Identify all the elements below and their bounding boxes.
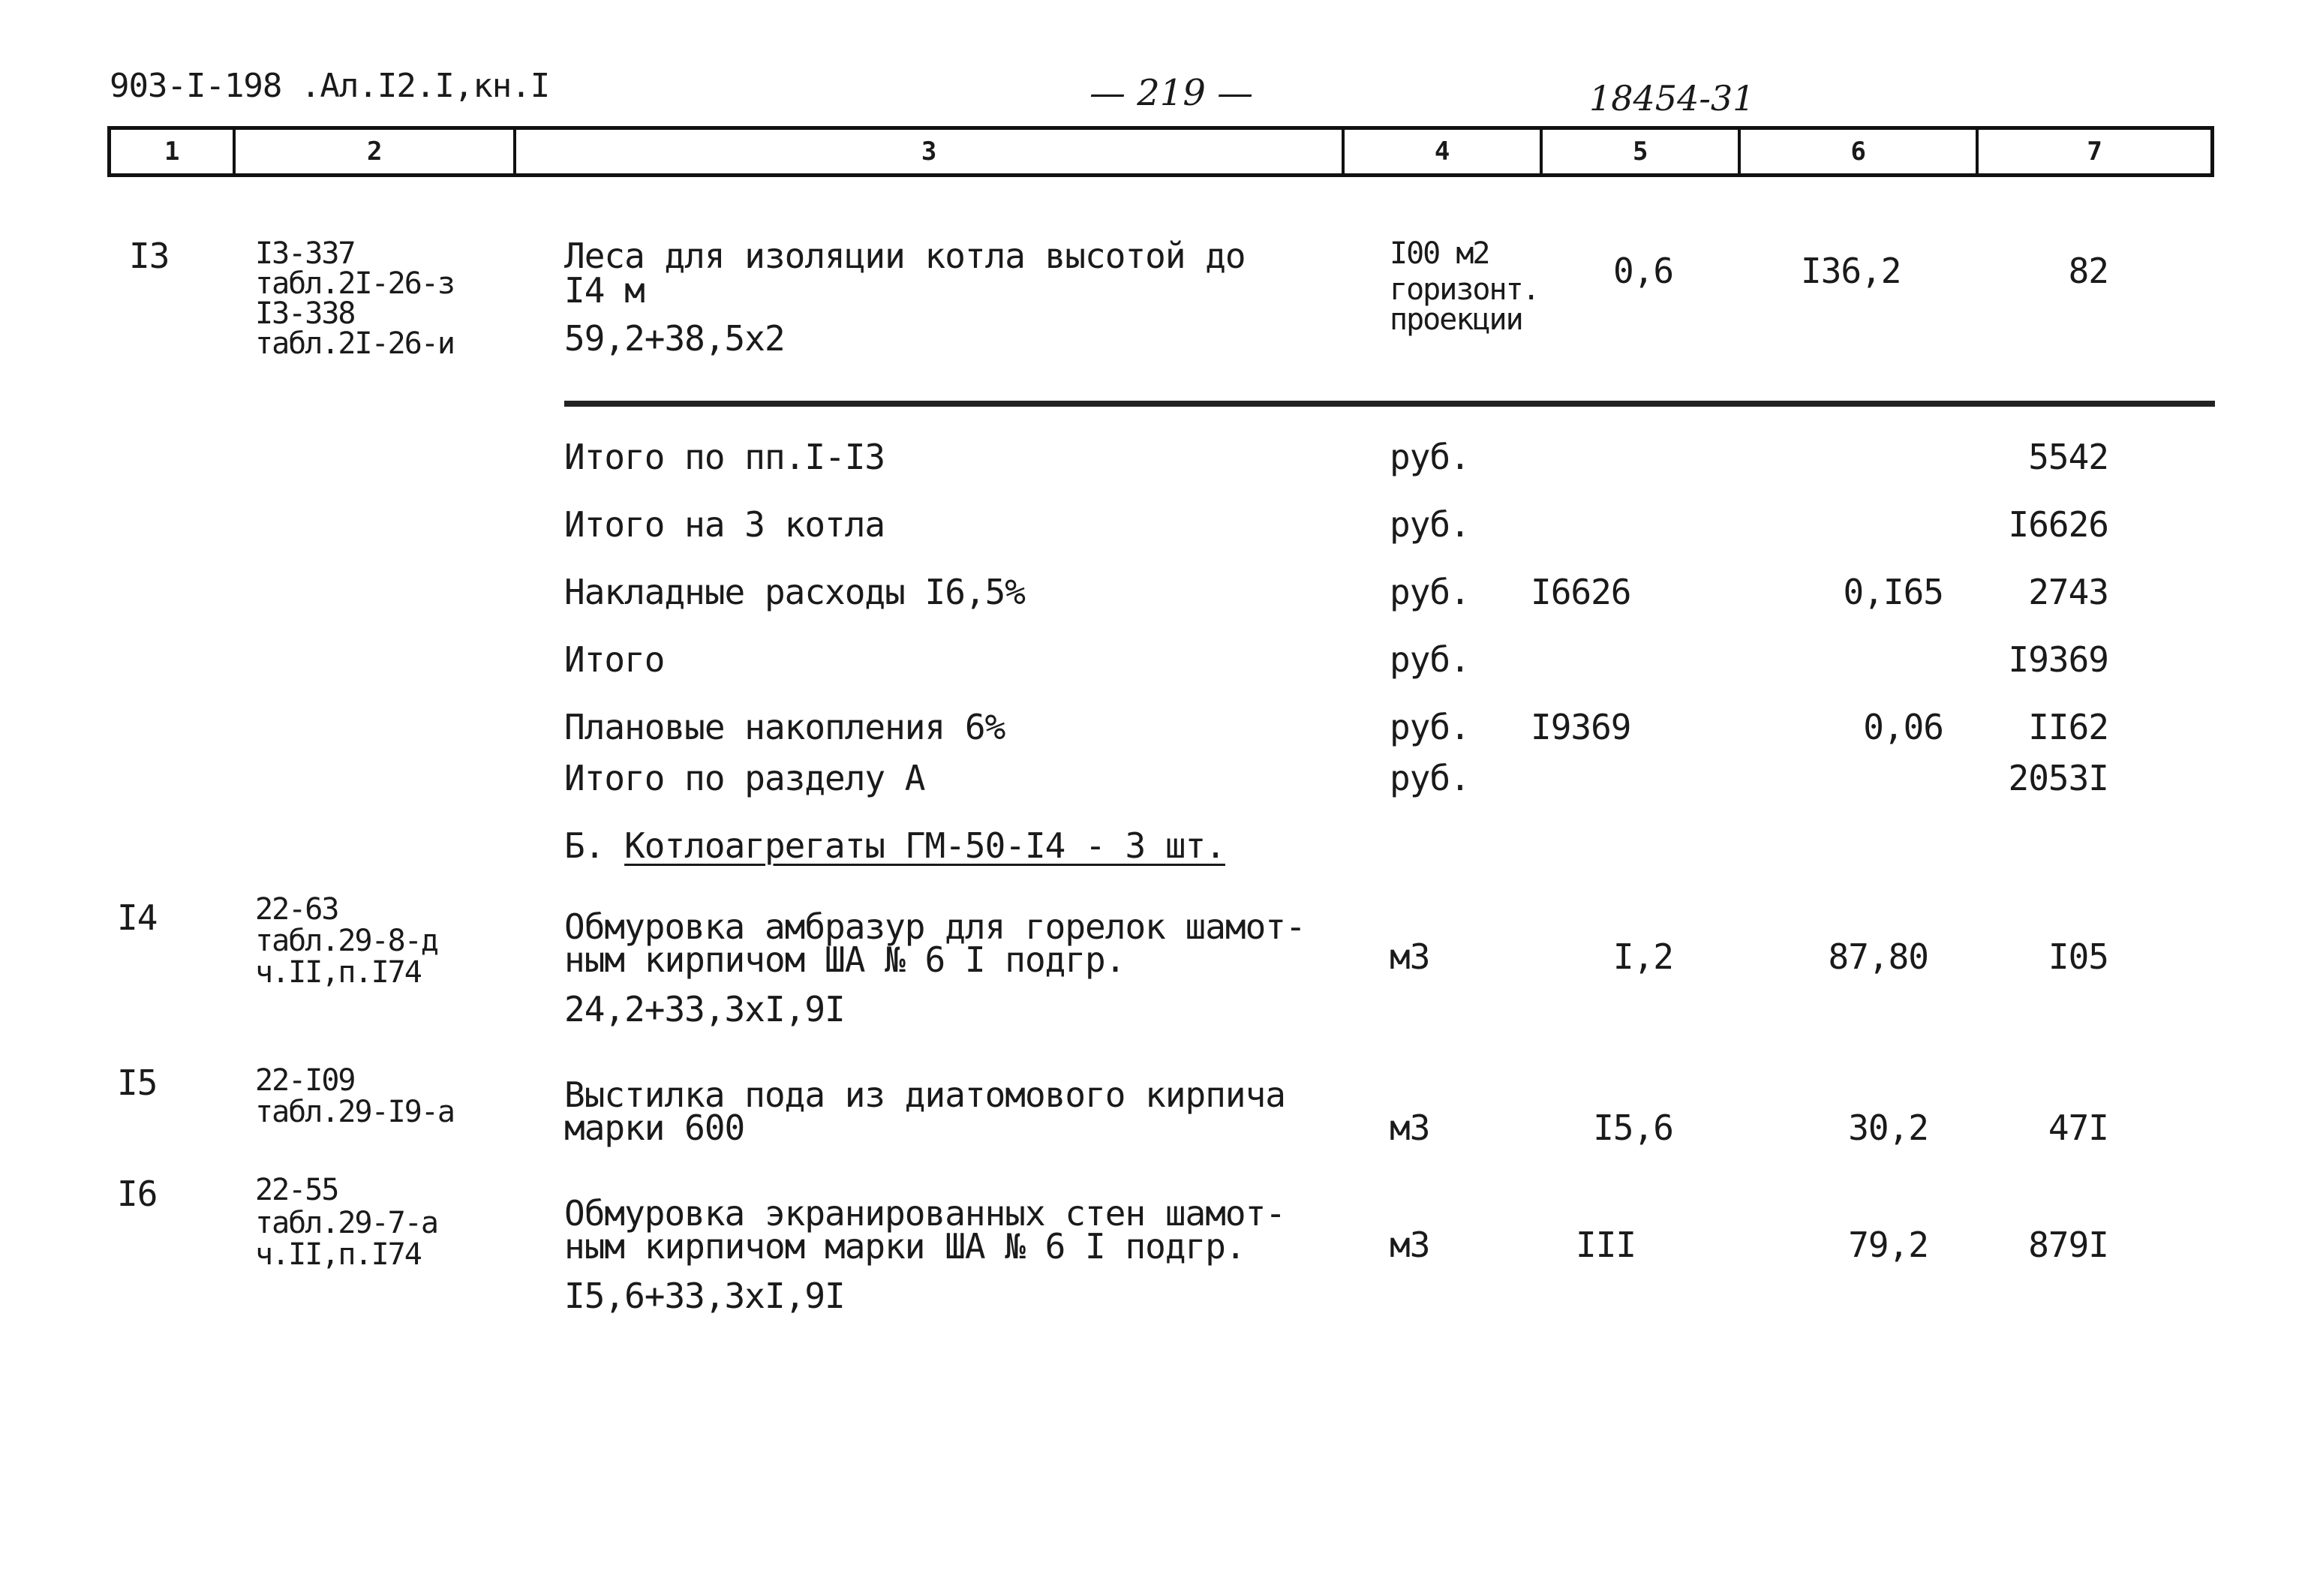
column-header-table [107, 126, 2214, 177]
unit-price: 79,2 [1848, 1225, 1928, 1265]
calculation: 24,2+33,3хI,9I [564, 989, 845, 1029]
quantity: I5,6 [1593, 1108, 1673, 1148]
summary-label: Итого по разделу А [564, 758, 925, 798]
row-number: I3 [129, 236, 170, 276]
col-6: 6 [1741, 130, 1979, 173]
quantity: III [1576, 1225, 1636, 1265]
summary-label: Итого по пп.I-I3 [564, 437, 885, 477]
code-line: 22-I09 [255, 1063, 355, 1098]
col-5: 5 [1543, 130, 1741, 173]
doc-code: 903-I-198 .Ал.I2.I,кн.I [110, 67, 550, 105]
unit: м3 [1390, 1108, 1430, 1148]
code-line: табл.2I-26-з [255, 266, 454, 301]
calculation: I5,6+33,3хI,9I [564, 1276, 845, 1316]
summary-total: 2743 [2028, 572, 2108, 612]
description-line: I4 м [564, 270, 645, 311]
section-prefix: Б. [564, 825, 605, 866]
summary-base: I9369 [1531, 707, 1631, 747]
code-line: табл.29-8-д [255, 924, 437, 958]
code-line: табл.29-I9-а [255, 1095, 454, 1129]
summary-rate: 0,I65 [1843, 572, 1943, 612]
unit-price: 30,2 [1848, 1108, 1928, 1148]
summary-unit: руб. [1390, 639, 1470, 680]
summary-unit: руб. [1390, 707, 1470, 747]
total-cost: 82 [2068, 251, 2108, 291]
row-number: I4 [117, 897, 158, 938]
code-line: ч.II,п.I74 [255, 1237, 421, 1272]
summary-unit: руб. [1390, 504, 1470, 545]
unit: м3 [1390, 936, 1430, 977]
row-number: I5 [117, 1062, 158, 1103]
code-line: табл.2I-26-и [255, 326, 454, 361]
description-line: ным кирпичом марки ША № 6 I подгр. [564, 1226, 1246, 1267]
code-line: I3-338 [255, 296, 355, 331]
summary-unit: руб. [1390, 437, 1470, 477]
description-line: Выстилка пода из диатомового кирпича [564, 1075, 1285, 1115]
description-line: Обмуровка экранированных стен шамот- [564, 1193, 1285, 1234]
unit-line: проекции [1390, 302, 1522, 337]
separator-line [564, 401, 2215, 407]
summary-label: Итого на 3 котла [564, 504, 885, 545]
page-number: — 219 — [1089, 72, 1254, 114]
code-line: I3-337 [255, 236, 355, 271]
total-cost: I05 [2048, 936, 2108, 977]
summary-label: Итого [564, 639, 665, 680]
summary-total: 2053I [2008, 758, 2108, 798]
summary-rate: 0,06 [1863, 707, 1943, 747]
summary-unit: руб. [1390, 572, 1470, 612]
code-line: табл.29-7-а [255, 1206, 437, 1240]
description-line: Леса для изоляции котла высотой до [564, 236, 1246, 276]
row-number: I6 [117, 1174, 158, 1214]
unit-line: горизонт. [1390, 272, 1539, 307]
quantity: 0,6 [1613, 251, 1674, 291]
summary-total: 5542 [2028, 437, 2108, 477]
summary-unit: руб. [1390, 758, 1470, 798]
description-line: марки 600 [564, 1108, 745, 1148]
section-heading [564, 825, 1225, 866]
col-7: 7 [2087, 137, 2102, 167]
col-4: 4 [1345, 130, 1543, 173]
archive-number: 18454-31 [1589, 78, 1755, 119]
quantity: I,2 [1612, 936, 1673, 977]
calculation: 59,2+38,5х2 [564, 318, 785, 359]
section-title: Котлоагрегаты ГМ-50-I4 - 3 шт. [624, 825, 1225, 866]
description-line: Обмуровка амбразур для горелок шамот- [564, 906, 1306, 947]
summary-label: Накладные расходы I6,5% [564, 572, 1025, 612]
unit: м3 [1390, 1225, 1430, 1265]
summary-total: II62 [2028, 707, 2108, 747]
code-line: ч.II,п.I74 [255, 955, 421, 990]
total-cost: 879I [2028, 1225, 2108, 1265]
summary-total: I9369 [2008, 639, 2108, 680]
total-cost: 47I [2048, 1108, 2108, 1148]
unit-price: 87,80 [1828, 936, 1928, 977]
summary-base: I6626 [1531, 572, 1631, 612]
description-line: ным кирпичом ША № 6 I подгр. [564, 939, 1125, 980]
unit-price: I36,2 [1801, 251, 1901, 291]
unit-line: I00 м2 [1390, 236, 1489, 271]
col-3: 3 [516, 130, 1345, 173]
code-line: 22-63 [255, 892, 338, 927]
code-line: 22-55 [255, 1173, 338, 1207]
col-2: 2 [236, 130, 516, 173]
col-1: 1 [111, 130, 236, 173]
summary-total: I6626 [2008, 504, 2108, 545]
summary-label: Плановые накопления 6% [564, 707, 1005, 747]
